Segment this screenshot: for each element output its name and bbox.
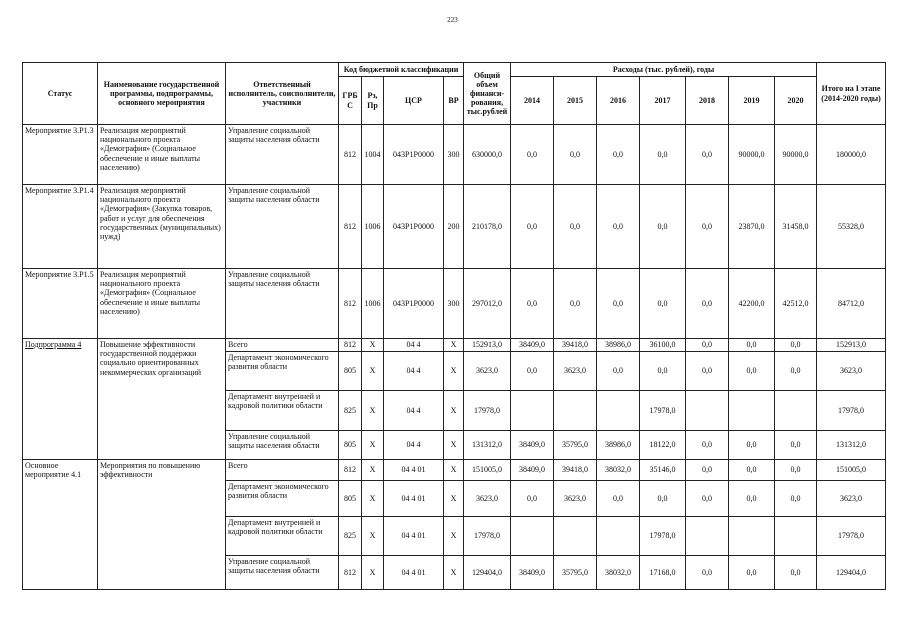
year-value-cell: 0,0	[775, 556, 817, 590]
header-status: Статус	[23, 63, 98, 125]
year-value-cell: 90000,0	[729, 125, 775, 185]
year-value-cell: 3623,0	[554, 352, 597, 391]
table-row	[23, 185, 886, 269]
grbs-cell: 812	[339, 460, 362, 481]
year-value-cell: 17978,0	[640, 391, 686, 431]
header-expenses: Расходы (тыс. рублей), годы	[511, 63, 817, 77]
csr-cell: 04 4 01	[384, 517, 444, 556]
year-value-cell: 0,0	[686, 269, 729, 339]
header-budget-code: Код бюджетной классификации	[339, 63, 464, 77]
year-value-cell	[511, 391, 554, 431]
year-value-cell: 23870,0	[729, 185, 775, 269]
table-row	[23, 339, 886, 352]
total-cell: 17978,0	[464, 391, 511, 431]
rzpr-cell: Х	[362, 391, 384, 431]
itogo-cell: 3623,0	[817, 481, 886, 517]
year-value-cell: 0,0	[775, 352, 817, 391]
status-cell: Подпрограмма 4	[23, 339, 98, 460]
itogo-cell: 129404,0	[817, 556, 886, 590]
year-value-cell: 39418,0	[554, 339, 597, 352]
responsible-cell: Департамент внутренней и кадровой политики области	[226, 517, 339, 556]
year-value-cell: 35795,0	[554, 556, 597, 590]
year-value-cell: 0,0	[775, 460, 817, 481]
year-value-cell: 0,0	[686, 339, 729, 352]
year-value-cell: 0,0	[729, 431, 775, 460]
grbs-cell: 812	[339, 269, 362, 339]
header-year: 2015	[554, 77, 597, 125]
year-value-cell: 38409,0	[511, 339, 554, 352]
year-value-cell: 0,0	[729, 352, 775, 391]
year-value-cell: 17978,0	[640, 517, 686, 556]
status-cell: Мероприятие 3.Р1.3	[23, 125, 98, 185]
header-year: 2019	[729, 77, 775, 125]
header-vr: ВР	[444, 77, 464, 125]
grbs-cell: 805	[339, 481, 362, 517]
year-value-cell: 0,0	[640, 185, 686, 269]
vr-cell: 300	[444, 125, 464, 185]
header-year: 2014	[511, 77, 554, 125]
total-cell: 210178,0	[464, 185, 511, 269]
year-value-cell: 0,0	[729, 481, 775, 517]
vr-cell: Х	[444, 556, 464, 590]
grbs-cell: 805	[339, 431, 362, 460]
total-cell: 297012,0	[464, 269, 511, 339]
year-value-cell	[686, 517, 729, 556]
vr-cell: Х	[444, 460, 464, 481]
name-cell: Реализация мероприятий национального проекта «Демография» (Социальное обеспечение и иные выплаты населению)	[98, 269, 226, 339]
year-value-cell: 0,0	[640, 481, 686, 517]
year-value-cell: 0,0	[686, 481, 729, 517]
year-value-cell: 0,0	[597, 481, 640, 517]
year-value-cell	[729, 517, 775, 556]
csr-cell: 04 4 01	[384, 481, 444, 517]
year-value-cell	[554, 391, 597, 431]
responsible-cell: Всего	[226, 460, 339, 481]
header-itogo: Итого на I этапе (2014-2020 годы)	[817, 63, 886, 125]
vr-cell: Х	[444, 339, 464, 352]
csr-cell: 04 4 01	[384, 460, 444, 481]
year-value-cell: 0,0	[597, 125, 640, 185]
table-row	[23, 125, 886, 185]
year-value-cell: 0,0	[597, 185, 640, 269]
csr-cell: 04 4	[384, 431, 444, 460]
total-cell: 17978,0	[464, 517, 511, 556]
year-value-cell: 35795,0	[554, 431, 597, 460]
year-value-cell: 0,0	[775, 339, 817, 352]
csr-cell: 043Р1Р0000	[384, 185, 444, 269]
responsible-cell: Управление социальной защиты населения области	[226, 431, 339, 460]
grbs-cell: 812	[339, 556, 362, 590]
grbs-cell: 812	[339, 185, 362, 269]
total-cell: 131312,0	[464, 431, 511, 460]
table-row	[23, 460, 886, 481]
year-value-cell: 0,0	[775, 481, 817, 517]
status-cell: Мероприятие 3.Р1.5	[23, 269, 98, 339]
year-value-cell: 17168,0	[640, 556, 686, 590]
total-cell: 152913,0	[464, 339, 511, 352]
vr-cell: Х	[444, 352, 464, 391]
csr-cell: 04 4	[384, 339, 444, 352]
itogo-cell: 152913,0	[817, 339, 886, 352]
year-value-cell	[554, 517, 597, 556]
year-value-cell: 0,0	[597, 269, 640, 339]
status-cell: Мероприятие 3.Р1.4	[23, 185, 98, 269]
itogo-cell: 17978,0	[817, 517, 886, 556]
responsible-cell: Всего	[226, 339, 339, 352]
rzpr-cell: 1004	[362, 125, 384, 185]
header-year: 2018	[686, 77, 729, 125]
total-cell: 129404,0	[464, 556, 511, 590]
grbs-cell: 812	[339, 339, 362, 352]
name-cell: Мероприятия по повышению эффективности	[98, 460, 226, 590]
year-value-cell: 0,0	[729, 339, 775, 352]
table-row	[23, 269, 886, 339]
year-value-cell: 0,0	[511, 481, 554, 517]
year-value-cell: 38986,0	[597, 431, 640, 460]
status-cell: Основное мероприятие 4.1	[23, 460, 98, 590]
vr-cell: Х	[444, 517, 464, 556]
responsible-cell: Департамент внутренней и кадровой политики области	[226, 391, 339, 431]
year-value-cell: 0,0	[511, 185, 554, 269]
itogo-cell: 3623,0	[817, 352, 886, 391]
header-year: 2020	[775, 77, 817, 125]
name-cell: Повышение эффективности государственной поддержки социально ориентированных некоммерческих организаций	[98, 339, 226, 460]
vr-cell: 300	[444, 269, 464, 339]
header-name: Наименование государственной программы, подпрограммы, основного мероприятия	[98, 63, 226, 125]
rzpr-cell: Х	[362, 431, 384, 460]
vr-cell: Х	[444, 481, 464, 517]
grbs-cell: 805	[339, 352, 362, 391]
year-value-cell: 0,0	[511, 352, 554, 391]
rzpr-cell: Х	[362, 517, 384, 556]
header-grbs: ГРБ С	[339, 77, 362, 125]
responsible-cell: Управление социальной защиты населения области	[226, 185, 339, 269]
responsible-cell: Департамент экономического развития области	[226, 352, 339, 391]
year-value-cell: 38032,0	[597, 460, 640, 481]
csr-cell: 04 4	[384, 352, 444, 391]
header-rzpr: Рз, Пр	[362, 77, 384, 125]
itogo-cell: 84712,0	[817, 269, 886, 339]
name-cell: Реализация мероприятий национального проекта «Демография» (Социальное обеспечение и иные выплаты населению)	[98, 125, 226, 185]
budget-table	[22, 62, 886, 590]
total-cell: 630000,0	[464, 125, 511, 185]
year-value-cell: 90000,0	[775, 125, 817, 185]
year-value-cell: 0,0	[729, 556, 775, 590]
year-value-cell: 36100,0	[640, 339, 686, 352]
year-value-cell: 31458,0	[775, 185, 817, 269]
year-value-cell: 0,0	[729, 460, 775, 481]
rzpr-cell: Х	[362, 352, 384, 391]
itogo-cell: 17978,0	[817, 391, 886, 431]
year-value-cell: 0,0	[775, 431, 817, 460]
year-value-cell: 0,0	[640, 269, 686, 339]
total-cell: 151005,0	[464, 460, 511, 481]
header-responsible: Ответственный исполнитель, соисполнители, участники	[226, 63, 339, 125]
year-value-cell: 0,0	[554, 269, 597, 339]
year-value-cell	[597, 391, 640, 431]
responsible-cell: Управление социальной защиты населения области	[226, 556, 339, 590]
total-cell: 3623,0	[464, 352, 511, 391]
grbs-cell: 825	[339, 517, 362, 556]
year-value-cell: 0,0	[686, 352, 729, 391]
itogo-cell: 55328,0	[817, 185, 886, 269]
year-value-cell: 0,0	[554, 185, 597, 269]
year-value-cell: 39418,0	[554, 460, 597, 481]
year-value-cell: 0,0	[686, 431, 729, 460]
year-value-cell	[775, 391, 817, 431]
grbs-cell: 825	[339, 391, 362, 431]
year-value-cell	[597, 517, 640, 556]
year-value-cell: 0,0	[640, 352, 686, 391]
rzpr-cell: Х	[362, 481, 384, 517]
responsible-cell: Департамент экономического развития области	[226, 481, 339, 517]
year-value-cell: 0,0	[686, 185, 729, 269]
year-value-cell: 38409,0	[511, 556, 554, 590]
year-value-cell: 3623,0	[554, 481, 597, 517]
vr-cell: Х	[444, 391, 464, 431]
responsible-cell: Управление социальной защиты населения области	[226, 125, 339, 185]
csr-cell: 043Р1Р0000	[384, 125, 444, 185]
year-value-cell: 38032,0	[597, 556, 640, 590]
year-value-cell	[686, 391, 729, 431]
csr-cell: 04 4	[384, 391, 444, 431]
year-value-cell: 38409,0	[511, 460, 554, 481]
year-value-cell	[729, 391, 775, 431]
grbs-cell: 812	[339, 125, 362, 185]
year-value-cell: 0,0	[686, 460, 729, 481]
vr-cell: 200	[444, 185, 464, 269]
year-value-cell: 38986,0	[597, 339, 640, 352]
year-value-cell: 0,0	[554, 125, 597, 185]
year-value-cell: 0,0	[511, 269, 554, 339]
total-cell: 3623,0	[464, 481, 511, 517]
responsible-cell: Управление социальной защиты населения области	[226, 269, 339, 339]
year-value-cell	[511, 517, 554, 556]
header-csr: ЦСР	[384, 77, 444, 125]
itogo-cell: 131312,0	[817, 431, 886, 460]
year-value-cell: 0,0	[686, 125, 729, 185]
year-value-cell: 35146,0	[640, 460, 686, 481]
rzpr-cell: Х	[362, 339, 384, 352]
header-total: Общий объем финанси-рования, тыс.рублей	[464, 63, 511, 125]
rzpr-cell: Х	[362, 556, 384, 590]
vr-cell: Х	[444, 431, 464, 460]
itogo-cell: 180000,0	[817, 125, 886, 185]
csr-cell: 043Р1Р0000	[384, 269, 444, 339]
header-year: 2017	[640, 77, 686, 125]
year-value-cell: 42512,0	[775, 269, 817, 339]
year-value-cell: 18122,0	[640, 431, 686, 460]
rzpr-cell: 1006	[362, 185, 384, 269]
csr-cell: 04 4 01	[384, 556, 444, 590]
rzpr-cell: 1006	[362, 269, 384, 339]
year-value-cell: 0,0	[597, 352, 640, 391]
year-value-cell: 38409,0	[511, 431, 554, 460]
name-cell: Реализация мероприятий национального проекта «Демография» (Закупка товаров, работ и услуг для обеспечения государственных (муниципальных) нужд)	[98, 185, 226, 269]
rzpr-cell: Х	[362, 460, 384, 481]
year-value-cell: 0,0	[640, 125, 686, 185]
year-value-cell	[775, 517, 817, 556]
header-year: 2016	[597, 77, 640, 125]
year-value-cell: 0,0	[686, 556, 729, 590]
year-value-cell: 42200,0	[729, 269, 775, 339]
year-value-cell: 0,0	[511, 125, 554, 185]
page-number: 223	[447, 16, 458, 24]
itogo-cell: 151005,0	[817, 460, 886, 481]
